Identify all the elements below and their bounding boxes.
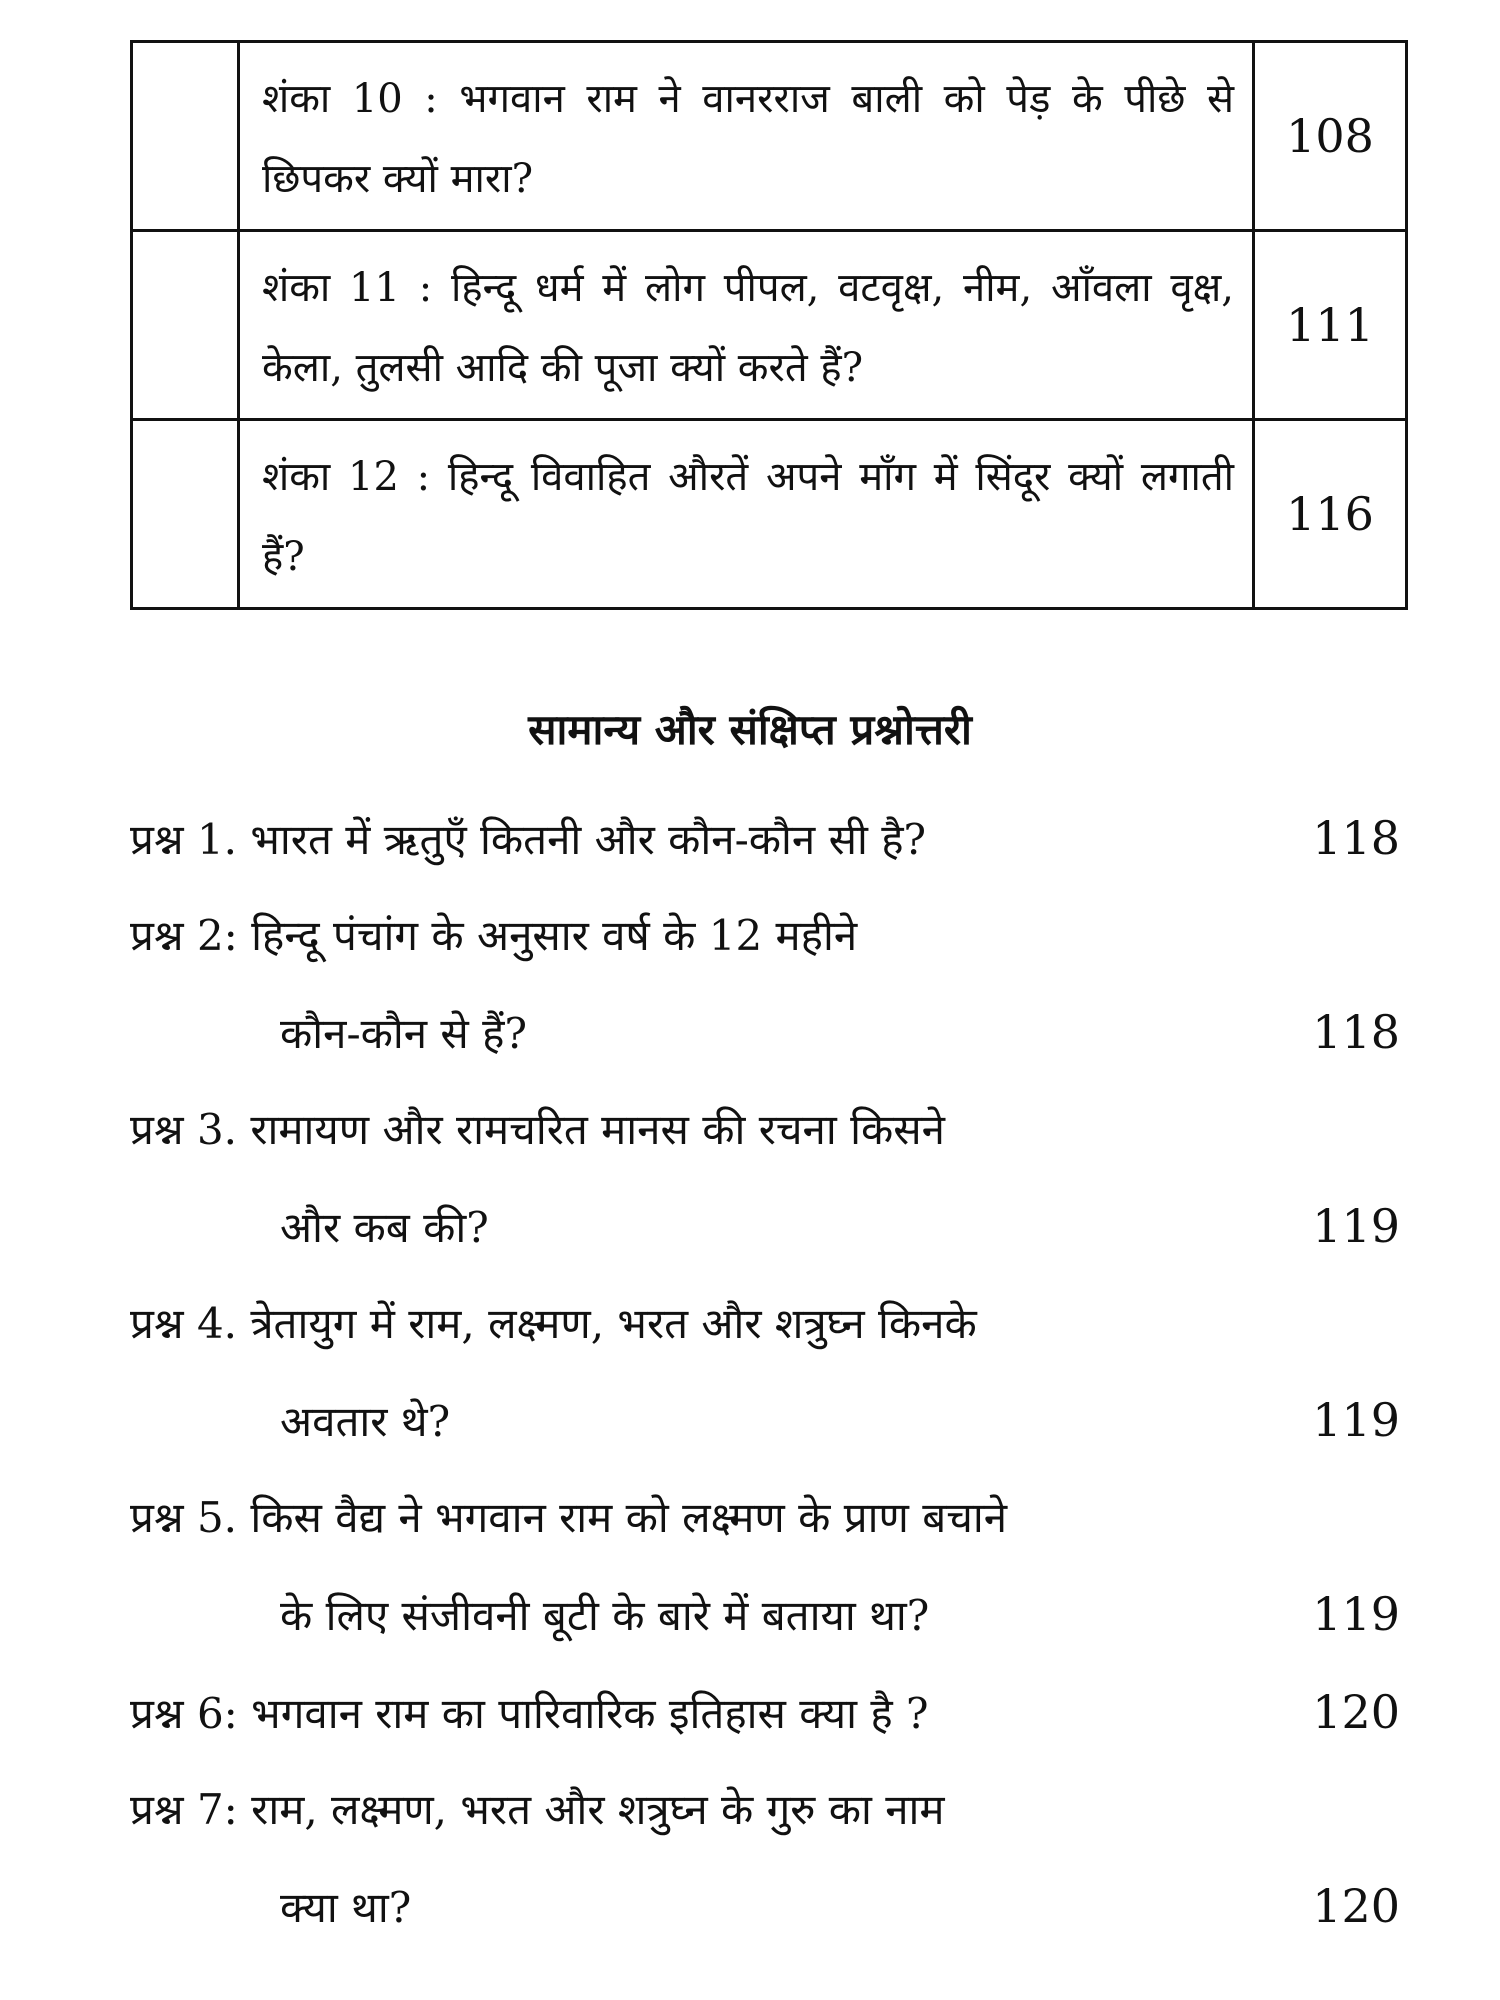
list-item: [130, 1082, 1400, 1276]
contents-table: [130, 40, 1408, 610]
question-line: [130, 1664, 1400, 1762]
question-text: प्रश्न 4. त्रेतायुग में राम, लक्ष्मण, भरत और शत्रुघ्न किनके: [130, 1299, 977, 1348]
question-page-number: 120: [1312, 1879, 1400, 1933]
table-blank-cell: [132, 420, 239, 609]
question-text-continued: कौन-कौन से हैं?: [280, 1009, 527, 1058]
question-page-number: 119: [1312, 1199, 1400, 1253]
question-line: [130, 1082, 1400, 1178]
question-text-continued: क्या था?: [280, 1883, 412, 1932]
table-page-number: 116: [1254, 420, 1407, 609]
question-line: [130, 790, 1400, 888]
table-row: [132, 231, 1407, 420]
list-item: [130, 1276, 1400, 1470]
question-text: प्रश्न 5. किस वैद्य ने भगवान राम को लक्ष्मण के प्राण बचाने: [130, 1493, 1008, 1542]
list-item: [130, 790, 1400, 888]
table-doubt-text: शंका 11 : हिन्दू धर्म में लोग पीपल, वटवृक्ष, नीम, आँवला वृक्ष, केला, तुलसी आदि की पूजा क्यों करते हैं?: [239, 231, 1254, 420]
question-text-continued: के लिए संजीवनी बूटी के बारे में बताया था?: [280, 1591, 930, 1640]
table-doubt-text: शंका 12 : हिन्दू विवाहित औरतें अपने माँग में सिंदूर क्यों लगाती हैं?: [239, 420, 1254, 609]
table-blank-cell: [132, 42, 239, 231]
question-continuation-line: [130, 984, 1400, 1082]
question-page-number: 119: [1312, 1393, 1400, 1447]
question-page-number: 120: [1312, 1685, 1400, 1739]
table-row: [132, 42, 1407, 231]
question-text: प्रश्न 3. रामायण और रामचरित मानस की रचना किसने: [130, 1105, 945, 1154]
question-line: [130, 1276, 1400, 1372]
question-continuation-line: [130, 1372, 1400, 1470]
question-text: प्रश्न 6: भगवान राम का पारिवारिक इतिहास क्या है ?: [130, 1689, 929, 1738]
question-list: [130, 790, 1400, 1956]
list-item: [130, 1470, 1400, 1664]
question-line: [130, 888, 1400, 984]
question-text: प्रश्न 7: राम, लक्ष्मण, भरत और शत्रुघ्न के गुरु का नाम: [130, 1785, 945, 1834]
table-doubt-text: शंका 10 : भगवान राम ने वानरराज बाली को पेड़ के पीछे से छिपकर क्यों मारा?: [239, 42, 1254, 231]
list-item: [130, 1762, 1400, 1956]
question-page-number: 118: [1312, 811, 1400, 865]
question-text-continued: और कब की?: [280, 1203, 489, 1252]
table-blank-cell: [132, 231, 239, 420]
question-continuation-line: [130, 1566, 1400, 1664]
question-continuation-line: [130, 1858, 1400, 1956]
question-page-number: 119: [1312, 1587, 1400, 1641]
table-page-number: 111: [1254, 231, 1407, 420]
question-line: [130, 1470, 1400, 1566]
table-row: [132, 420, 1407, 609]
list-item: [130, 888, 1400, 1082]
question-continuation-line: [130, 1178, 1400, 1276]
question-text-continued: अवतार थे?: [280, 1397, 451, 1446]
list-item: [130, 1664, 1400, 1762]
question-line: [130, 1762, 1400, 1858]
section-heading: सामान्य और संक्षिप्त प्रश्नोत्तरी: [528, 705, 972, 754]
question-page-number: 118: [1312, 1005, 1400, 1059]
question-text: प्रश्न 1. भारत में ऋतुएँ कितनी और कौन-कौन सी है?: [130, 815, 927, 864]
question-text: प्रश्न 2: हिन्दू पंचांग के अनुसार वर्ष के 12 महीने: [130, 911, 858, 960]
table-page-number: 108: [1254, 42, 1407, 231]
